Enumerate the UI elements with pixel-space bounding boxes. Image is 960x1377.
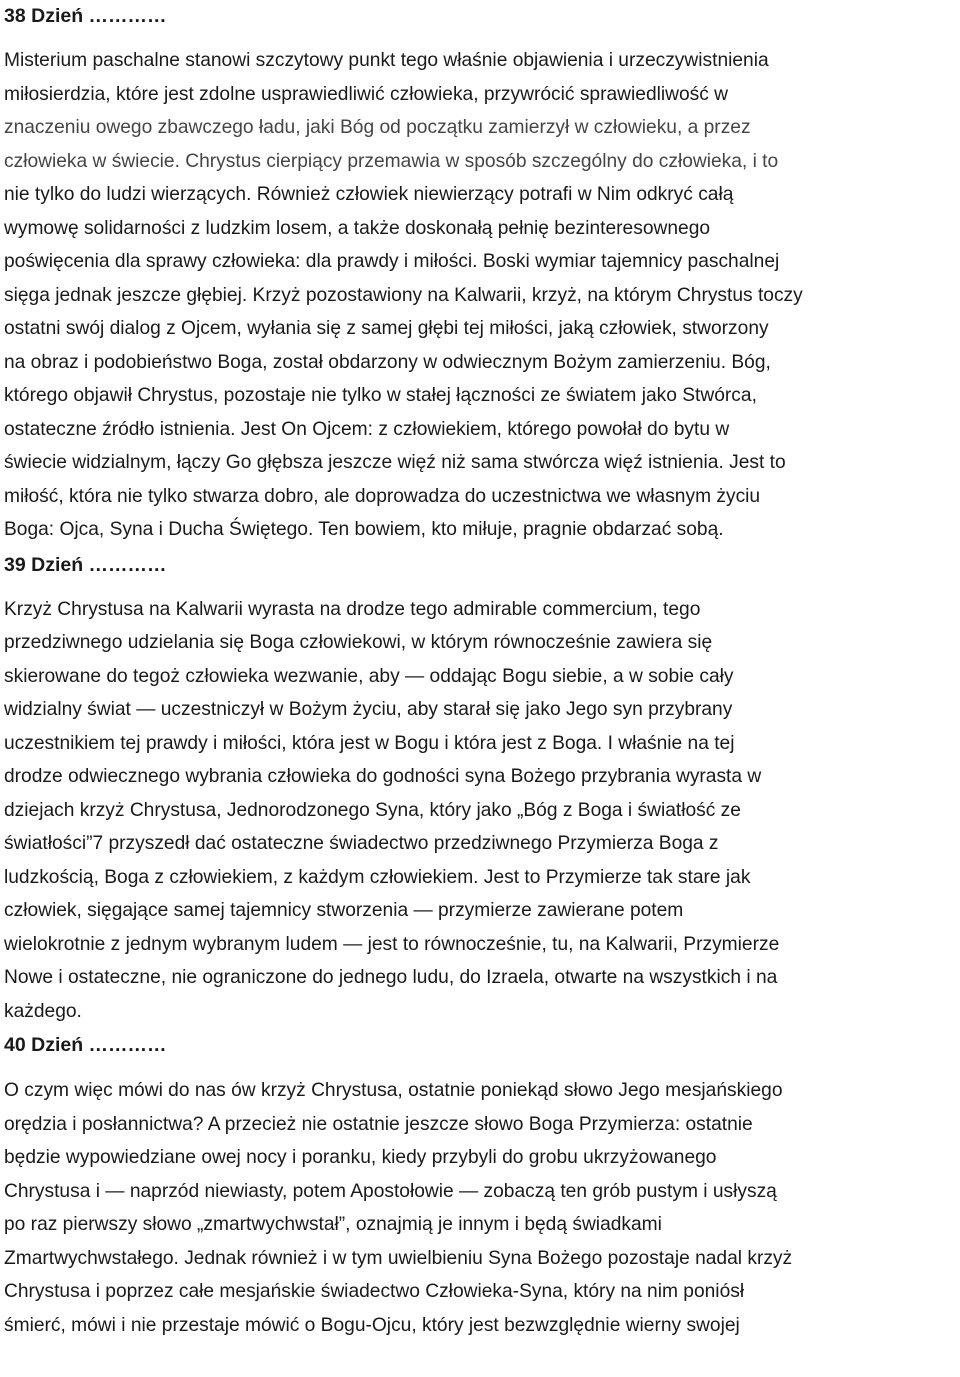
text-line: Krzyż Chrystusa na Kalwarii wyrasta na drodze tego admirable commercium, tego <box>4 598 701 620</box>
text-line: przedziwnego udzielania się Boga człowiekowi, w którym równocześnie zawiera się <box>4 632 713 653</box>
text-line: drodze odwiecznego wybrania człowieka do godności syna Bożego przybrania wyrasta w <box>4 766 762 787</box>
text-line: światłości”7 przyszedł dać ostateczne świadectwo przedziwnego Przymierza Boga z <box>4 833 719 854</box>
section-heading-40: 40 Dzień ………… <box>4 1034 167 1056</box>
text-line: człowiek, sięgające samej tajemnicy stworzenia — przymierze zawierane potem <box>4 900 684 921</box>
section-paragraph-38 <box>4 44 954 547</box>
text-line: skierowane do tegoż człowieka wezwanie, aby — oddając Bogu siebie, a w sobie cały <box>4 665 734 687</box>
text-line: Chrystusa i poprzez całe mesjańskie świadectwo Człowieka-Syna, który na nim poniósł <box>4 1281 745 1302</box>
text-line: uczestnikiem tej prawdy i miłości, która jest w Bogu i która jest z Boga. I właśnie na tej <box>4 732 735 754</box>
text-line: Nowe i ostateczne, nie ograniczone do jednego ludu, do Izraela, otwarte na wszystkich i na <box>4 967 778 988</box>
text-line: miłosierdzia, które jest zdolne usprawiedliwić człowieka, przywrócić sprawiedliwość w <box>4 83 729 105</box>
text-line: Zmartwychwstałego. Jednak również i w tym uwielbieniu Syna Bożego pozostaje nadal krzyż <box>4 1247 793 1269</box>
text-line: po raz pierwszy słowo „zmartwychwstał”, oznajmią je innym i będą świadkami <box>4 1214 662 1235</box>
text-line: Chrystusa i — naprzód niewiasty, potem Apostołowie — zobaczą ten grób pustym i usłyszą <box>4 1180 777 1202</box>
text-line: Boga: Ojca, Syna i Ducha Świętego. Ten bowiem, kto miłuje, pragnie obdarzać sobą. <box>4 519 724 540</box>
text-line: znaczeniu owego zbawczego ładu, jaki Bóg od początku zamierzył w człowieku, a przez <box>4 117 751 138</box>
text-line: którego objawił Chrystus, pozostaje nie tylko w stałej łączności ze światem jako Stwórca, <box>4 385 757 406</box>
text-line: miłość, która nie tylko stwarza dobro, ale doprowadza do uczestnictwa we własnym życiu <box>4 485 761 507</box>
text-line: O czym więc mówi do nas ów krzyż Chrystusa, ostatnie poniekąd słowo Jego mesjańskiego <box>4 1080 783 1101</box>
section-paragraph-39 <box>4 593 954 1029</box>
section-heading-39: 39 Dzień ………… <box>4 553 167 576</box>
text-line: orędzia i posłannictwa? A przecież nie ostatnie jeszcze słowo Boga Przymierza: ostatnie <box>4 1113 753 1135</box>
text-line: sięga jednak jeszcze głębiej. Krzyż pozostawiony na Kalwarii, krzyż, na którym Chrystus toczy <box>4 284 803 306</box>
text-line: wielokrotnie z jednym wybranym ludem — jest to równocześnie, tu, na Kalwarii, Przymierze <box>4 933 780 955</box>
document-page <box>4 0 954 1342</box>
text-line: śmierć, mówi i nie przestaje mówić o Bogu-Ojcu, który jest bezwzględnie wierny swojej <box>4 1314 740 1336</box>
text-line: nie tylko do ludzi wierzących. Również człowiek niewierzący potrafi w Nim odkryć całą <box>4 184 734 205</box>
text-line: świecie widzialnym, łączy Go głębsza jeszcze więź niż sama stwórcza więź istnienia. Jest to <box>4 452 786 473</box>
text-line: dziejach krzyż Chrystusa, Jednorodzonego Syna, który jako „Bóg z Boga i światłość ze <box>4 799 741 821</box>
text-line: wymowę solidarności z ludzkim losem, a także doskonałą pełnię bezinteresownego <box>4 217 711 239</box>
text-line: człowieka w świecie. Chrystus cierpiący przemawia w sposób szczególny do człowieka, i to <box>4 150 779 172</box>
text-line: ludzkością, Boga z człowiekiem, z każdym człowiekiem. Jest to Przymierze tak stare jak <box>4 866 751 888</box>
text-line: na obraz i podobieństwo Boga, został obdarzony w odwiecznym Bożym zamierzeniu. Bóg, <box>4 351 771 373</box>
text-line: ostateczne źródło istnienia. Jest On Ojcem: z człowiekiem, którego powołał do bytu w <box>4 418 730 440</box>
section-heading-38: 38 Dzień ………… <box>4 5 167 27</box>
text-line: poświęcenia dla sprawy człowieka: dla prawdy i miłości. Boski wymiar tajemnicy paschalnej <box>4 251 780 272</box>
section-paragraph-40 <box>4 1074 954 1342</box>
text-line: widzialny świat — uczestniczył w Bożym życiu, aby starał się jako Jego syn przybrany <box>4 699 733 720</box>
text-line: będzie wypowiedziane owej nocy i poranku, kiedy przybyli do grobu ukrzyżowanego <box>4 1147 717 1168</box>
text-line: ostatni swój dialog z Ojcem, wyłania się z samej głębi tej miłości, jaką człowiek, stworzony <box>4 318 769 339</box>
text-line: Misterium paschalne stanowi szczytowy punkt tego właśnie objawienia i urzeczywistnienia <box>4 50 769 71</box>
text-line: każdego. <box>4 1000 82 1022</box>
